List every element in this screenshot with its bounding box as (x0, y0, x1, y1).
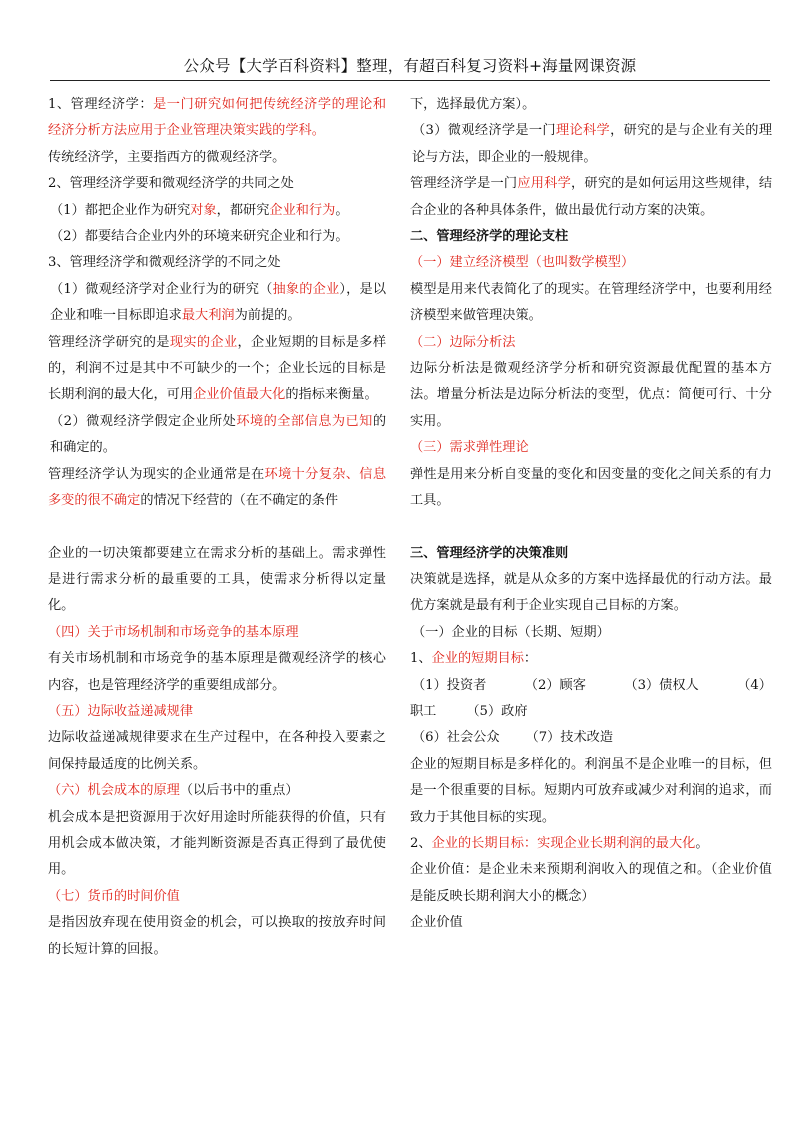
subsection-heading: （六）机会成本的原理（以后书中的重点） (48, 783, 299, 799)
paragraph: 企业的短期目标是多样化的。利润虽不是企业唯一的目标，但是一个很重要的目标。短期内可放弃或减少对利润的追求，而致力于其他目标的实现。 (410, 756, 772, 825)
list-item: （2）微观经济学假定企业所处环境的全部信息为已知的和确定的。 (50, 413, 387, 456)
paragraph: 边际收益递减规律要求在生产过程中，在各种投入要素之间保持最适度的比例关系。 (48, 730, 386, 772)
page-header: 公众号【大学百科资料】整理，有超百科复习资料+海量网课资源 (183, 57, 637, 75)
list-item: （1）微观经济学对企业行为的研究（抽象的企业），是以企业和唯一目标即追求最大利润为前提的。 (50, 281, 387, 324)
stakeholder-row (410, 725, 772, 751)
paragraph: 企业的一切决策都要建立在需求分析的基础上。需求弹性是进行需求分析的最重要的工具，使需求分析得以定量化。 (48, 545, 386, 614)
stakeholder-item: （7）技术改造 (525, 730, 614, 746)
paragraph: 管理经济学研究的是现实的企业，企业短期的目标是多样的，利润不过是其中不可缺少的一个；企业长远的目标是长期利润的最大化，可用企业价值最大化的指标来衡量。 (48, 334, 387, 403)
stakeholder-item: （2）顾客 (524, 677, 586, 693)
list-heading: 2、企业的长期目标：实现企业长期利润的最大化。 (410, 835, 709, 851)
stakeholder-item: 职工 (410, 703, 437, 719)
paragraph: 决策就是选择，就是从众多的方案中选择最优的行动方法。最优方案就是最有利于企业实现自己目标的方案。 (410, 571, 772, 614)
subsection-heading: （一）企业的目标（长期、短期） (412, 624, 610, 640)
section-heading: 3、管理经济学和微观经济学的不同之处 (48, 255, 281, 271)
stakeholder-item: （4） (737, 677, 772, 693)
stakeholder-item: （3）债权人 (624, 677, 699, 693)
paragraph: 有关市场机制和市场竞争的基本原理是微观经济学的核心内容，也是管理经济学的重要组成部分。 (48, 651, 386, 693)
section-heading: 三、管理经济学的决策准则 (410, 545, 569, 561)
paragraph: 机会成本是把资源用于次好用途时所能获得的价值，只有用机会成本做决策，才能判断资源是否真正得到了最优使用。 (48, 809, 386, 878)
list-item: （3）微观经济学是一门理论科学，研究的是与企业有关的理论与方法，即企业的一般规律。 (412, 123, 773, 165)
subsection-heading: （四）关于市场机制和市场竞争的基本原理 (48, 624, 299, 640)
spacer (48, 515, 386, 541)
definition-paragraph (48, 92, 386, 145)
paragraph: 边际分析法是微观经济学分析和研究资源最优配置的基本方法。增量分析法是边际分析法的变型，优点：简便可行、十分实用。 (410, 361, 772, 429)
list-item: （2）都要结合企业内外的环境来研究企业和行为。 (50, 229, 349, 245)
definition-text: 是一门研究如何把传统经济学的理论和经济分析方法应用于企业管理决策实践的学科。 (48, 97, 387, 139)
right-column (410, 92, 772, 937)
header-rule (50, 80, 770, 81)
section-heading: 二、管理经济学的理论支柱 (410, 229, 569, 245)
subsection-heading: （三）需求弹性理论 (410, 440, 529, 456)
left-column (48, 92, 386, 963)
subsection-heading: （五）边际收益递减规律 (48, 703, 194, 719)
subsection-heading: （二）边际分析法 (410, 334, 516, 350)
paragraph: 下，选择最优方案）。 (410, 97, 536, 112)
list-heading: 1、企业的短期目标： (410, 651, 538, 667)
stakeholder-item: （6）社会公众 (412, 730, 500, 746)
list-item: （1）都把企业作为研究对象，都研究企业和行为。 (50, 202, 349, 218)
paragraph: 管理经济学是一门应用科学，研究的是如何运用这些规律，结合企业的各种具体条件，做出最优行动方案的决策。 (410, 176, 773, 218)
stakeholder-item: （5）政府 (466, 703, 528, 719)
paragraph: 管理经济学认为现实的企业通常是在环境十分复杂、信息多变的很不确定的情况下经营的（在不确定的条件 (48, 466, 387, 509)
section-heading: 2、管理经济学要和微观经济学的共同之处 (48, 176, 294, 192)
paragraph: 企业价值 (410, 915, 463, 931)
stakeholder-row (410, 699, 772, 725)
subsection-heading: （七）货币的时间价值 (48, 888, 180, 904)
paragraph: 模型是用来代表简化了的现实。在管理经济学中，也要利用经济模型来做管理决策。 (410, 281, 772, 324)
spacer (410, 515, 772, 541)
stakeholder-row (410, 673, 772, 699)
paragraph: 企业价值：是企业未来预期利润收入的现值之和。（企业价值是能反映长期利润大小的概念） (410, 862, 772, 904)
paragraph: 是指因放弃现在使用资金的机会，可以换取的按放弃时间的长短计算的回报。 (48, 915, 386, 957)
stakeholder-item: （1）投资者 (412, 677, 487, 693)
definition-term: 1、管理经济学： (48, 97, 154, 112)
paragraph: 弹性是用来分析自变量的变化和因变量的变化之间关系的有力工具。 (410, 466, 772, 509)
paragraph: 传统经济学，主要指西方的微观经济学。 (48, 149, 286, 165)
subsection-heading: （一）建立经济模型（也叫数学模型） (410, 255, 635, 271)
